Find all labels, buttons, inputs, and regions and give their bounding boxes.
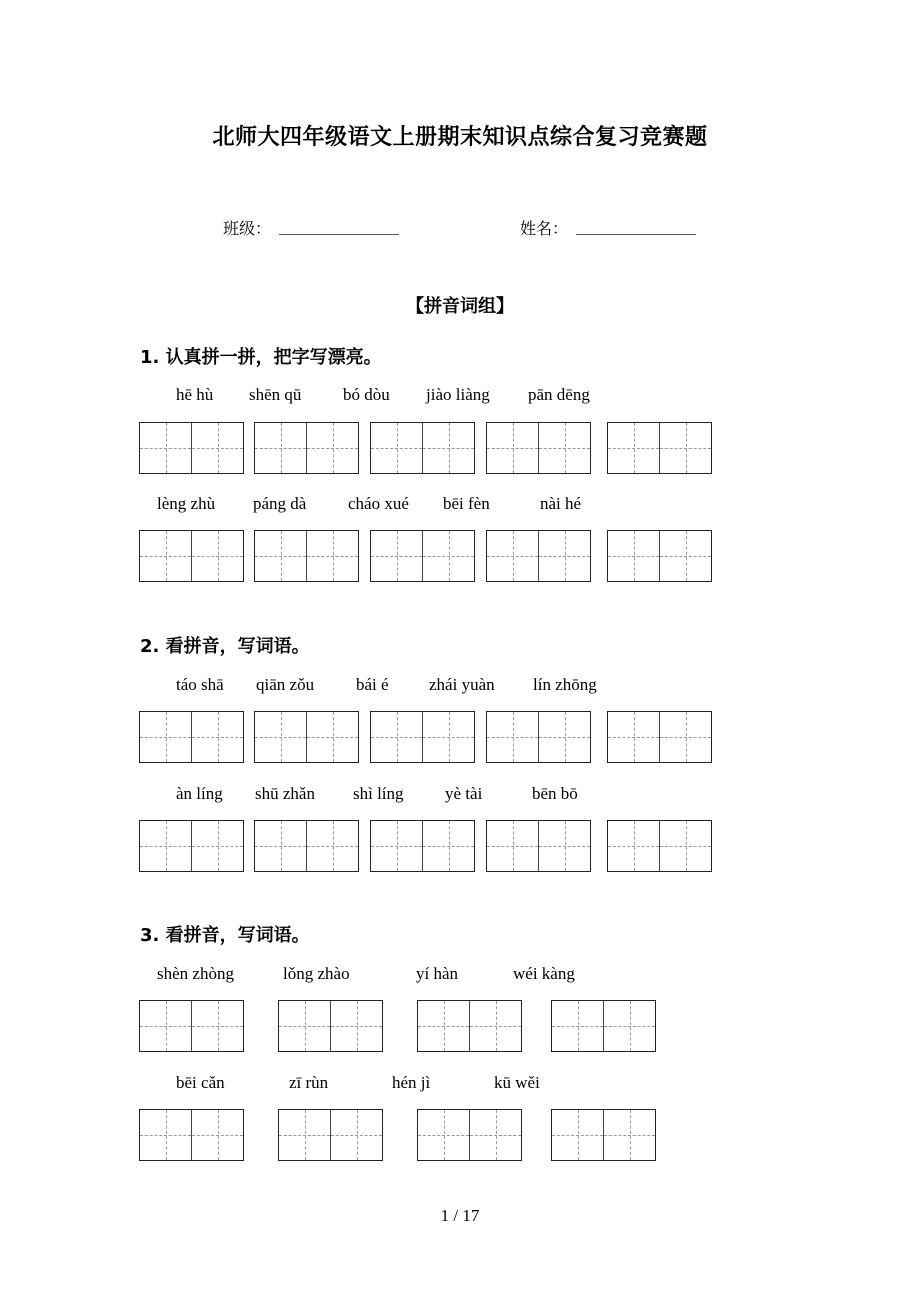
character-cell[interactable] xyxy=(487,821,538,871)
character-cell[interactable] xyxy=(603,1001,655,1051)
question-3-title: 3. 看拼音，写词语。 xyxy=(140,925,310,946)
pinyin: bái é xyxy=(356,675,389,694)
character-cell[interactable] xyxy=(279,1001,330,1051)
character-cell[interactable] xyxy=(487,423,538,473)
pinyin: nài hé xyxy=(540,494,582,513)
character-cell[interactable] xyxy=(608,531,659,581)
character-cell[interactable] xyxy=(255,531,306,581)
pinyin: shēn qū xyxy=(249,385,302,404)
writing-grid[interactable] xyxy=(370,820,475,872)
character-cell[interactable] xyxy=(306,821,358,871)
character-cell[interactable] xyxy=(487,712,538,762)
writing-grid[interactable] xyxy=(551,1109,656,1161)
character-cell[interactable] xyxy=(538,531,590,581)
pinyin: bēi fèn xyxy=(443,494,490,513)
character-cell[interactable] xyxy=(487,531,538,581)
writing-grid[interactable] xyxy=(370,422,475,474)
pinyin: shì líng xyxy=(353,784,404,803)
character-cell[interactable] xyxy=(191,423,243,473)
character-cell[interactable] xyxy=(552,1001,603,1051)
section-title: 【拼音词组】 xyxy=(406,296,514,317)
pinyin: hē hù xyxy=(176,385,214,404)
pinyin: zhái yuàn xyxy=(429,675,495,694)
character-cell[interactable] xyxy=(608,821,659,871)
pinyin: yí hàn xyxy=(416,964,459,983)
pinyin: lèng zhù xyxy=(157,494,216,513)
character-cell[interactable] xyxy=(330,1001,382,1051)
pinyin: páng dà xyxy=(253,494,307,513)
character-cell[interactable] xyxy=(255,423,306,473)
writing-grid[interactable] xyxy=(278,1000,383,1052)
writing-grid[interactable] xyxy=(254,530,359,582)
character-cell[interactable] xyxy=(552,1110,603,1160)
pinyin: bēn bō xyxy=(532,784,578,803)
character-cell[interactable] xyxy=(371,423,422,473)
character-cell[interactable] xyxy=(418,1110,469,1160)
writing-grid[interactable] xyxy=(607,530,712,582)
character-cell[interactable] xyxy=(191,712,243,762)
writing-grid[interactable] xyxy=(254,711,359,763)
character-cell[interactable] xyxy=(306,423,358,473)
character-cell[interactable] xyxy=(422,821,474,871)
character-cell[interactable] xyxy=(659,531,711,581)
character-cell[interactable] xyxy=(306,712,358,762)
pinyin: lín zhōng xyxy=(533,675,597,694)
character-cell[interactable] xyxy=(140,821,191,871)
pinyin: pān dēng xyxy=(528,385,590,404)
character-cell[interactable] xyxy=(255,821,306,871)
character-cell[interactable] xyxy=(538,712,590,762)
name-input-line[interactable] xyxy=(576,233,696,235)
writing-grid[interactable] xyxy=(486,820,591,872)
pinyin: qiān zǒu xyxy=(256,675,315,694)
question-1-title: 1. 认真拼一拼，把字写漂亮。 xyxy=(140,347,382,368)
pinyin: lǒng zhào xyxy=(283,964,350,983)
character-cell[interactable] xyxy=(191,1110,243,1160)
page-indicator: 1 / 17 xyxy=(440,1206,480,1225)
character-cell[interactable] xyxy=(422,712,474,762)
character-cell[interactable] xyxy=(469,1001,521,1051)
writing-grid[interactable] xyxy=(278,1109,383,1161)
writing-grid[interactable] xyxy=(139,1000,244,1052)
writing-grid[interactable] xyxy=(254,820,359,872)
writing-grid[interactable] xyxy=(370,530,475,582)
pinyin: àn líng xyxy=(176,784,223,803)
character-cell[interactable] xyxy=(306,531,358,581)
writing-grid[interactable] xyxy=(139,820,244,872)
character-cell[interactable] xyxy=(371,821,422,871)
pinyin: bēi cǎn xyxy=(176,1073,225,1092)
writing-grid[interactable] xyxy=(486,422,591,474)
writing-grid[interactable] xyxy=(139,530,244,582)
character-cell[interactable] xyxy=(469,1110,521,1160)
writing-grid[interactable] xyxy=(486,711,591,763)
character-cell[interactable] xyxy=(608,423,659,473)
character-cell[interactable] xyxy=(603,1110,655,1160)
pinyin: shèn zhòng xyxy=(157,964,234,983)
writing-grid[interactable] xyxy=(607,422,712,474)
character-cell[interactable] xyxy=(659,423,711,473)
writing-grid[interactable] xyxy=(417,1000,522,1052)
pinyin: wéi kàng xyxy=(513,964,575,983)
character-cell[interactable] xyxy=(371,712,422,762)
character-cell[interactable] xyxy=(538,821,590,871)
character-cell[interactable] xyxy=(422,423,474,473)
character-cell[interactable] xyxy=(140,1001,191,1051)
character-cell[interactable] xyxy=(659,821,711,871)
pinyin: táo shā xyxy=(176,675,224,694)
character-cell[interactable] xyxy=(608,712,659,762)
character-cell[interactable] xyxy=(659,712,711,762)
writing-grid[interactable] xyxy=(139,1109,244,1161)
writing-grid[interactable] xyxy=(370,711,475,763)
pinyin: jiào liàng xyxy=(426,385,490,404)
pinyin: hén jì xyxy=(392,1073,431,1092)
document-title: 北师大四年级语文上册期末知识点综合复习竞赛题 xyxy=(212,125,708,150)
character-cell[interactable] xyxy=(371,531,422,581)
character-cell[interactable] xyxy=(191,531,243,581)
character-cell[interactable] xyxy=(418,1001,469,1051)
pinyin: shū zhǎn xyxy=(255,784,315,803)
character-cell[interactable] xyxy=(330,1110,382,1160)
writing-grid[interactable] xyxy=(139,422,244,474)
writing-grid[interactable] xyxy=(486,530,591,582)
character-cell[interactable] xyxy=(422,531,474,581)
writing-grid[interactable] xyxy=(417,1109,522,1161)
pinyin: zī rùn xyxy=(289,1073,329,1092)
question-2-title: 2. 看拼音，写词语。 xyxy=(140,636,310,657)
character-cell[interactable] xyxy=(140,1110,191,1160)
writing-grid[interactable] xyxy=(607,820,712,872)
character-cell[interactable] xyxy=(279,1110,330,1160)
pinyin: bó dòu xyxy=(343,385,390,404)
character-cell[interactable] xyxy=(140,531,191,581)
name-label: 姓名： xyxy=(520,219,569,238)
character-cell[interactable] xyxy=(191,821,243,871)
writing-grid[interactable] xyxy=(139,711,244,763)
character-cell[interactable] xyxy=(538,423,590,473)
character-cell[interactable] xyxy=(140,423,191,473)
writing-grid[interactable] xyxy=(607,711,712,763)
class-input-line[interactable] xyxy=(279,233,399,235)
writing-grid[interactable] xyxy=(551,1000,656,1052)
pinyin: cháo xué xyxy=(348,494,409,513)
class-label: 班级： xyxy=(223,219,272,238)
character-cell[interactable] xyxy=(191,1001,243,1051)
writing-grid[interactable] xyxy=(254,422,359,474)
character-cell[interactable] xyxy=(255,712,306,762)
pinyin: yè tài xyxy=(445,784,483,803)
character-cell[interactable] xyxy=(140,712,191,762)
pinyin: kū wěi xyxy=(494,1073,540,1092)
